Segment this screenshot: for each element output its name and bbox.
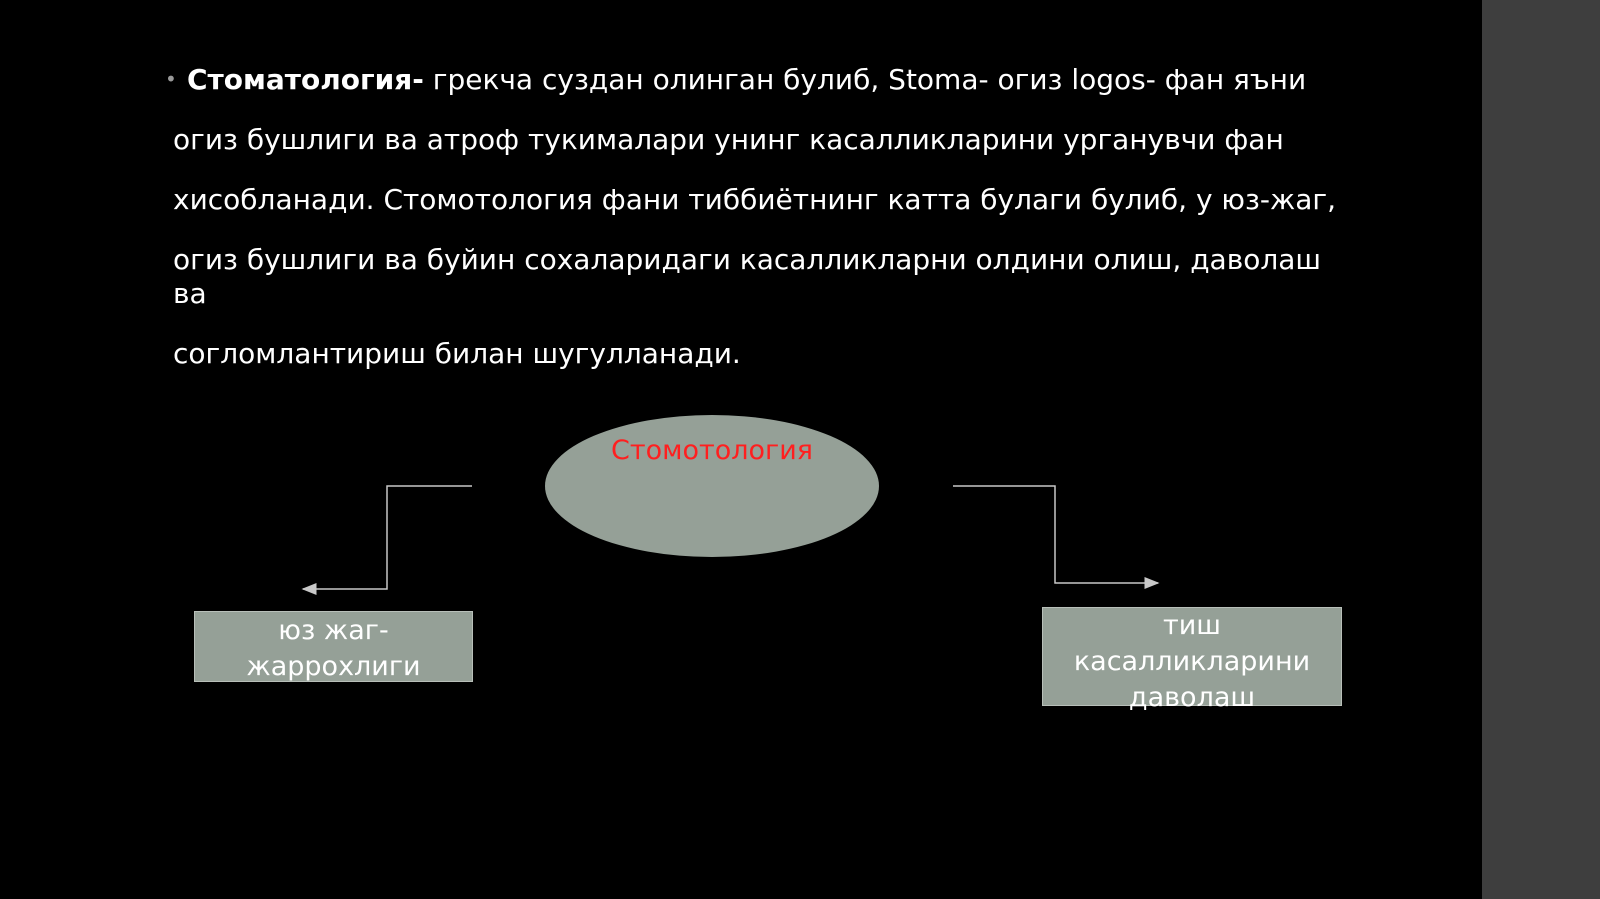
left-connector-arrow — [303, 486, 472, 589]
left-box: юз жаг-жаррохлиги — [194, 611, 473, 682]
definition-line-2: огиз бушлиги ва атроф тукималари унинг касалликларини урганувчи фан — [173, 123, 1284, 156]
definition-line-1: грекча суздан олинган булиб, Stoma- огиз logos- фан яъни — [423, 63, 1307, 96]
definition-line-5: согломлантириш билан шугулланади. — [173, 337, 741, 370]
bullet-icon: • — [165, 67, 177, 91]
right-box: тиш касалликларини даволаш — [1042, 607, 1342, 706]
center-label: Стомотология — [611, 435, 813, 466]
definition-term: Стоматология- — [187, 63, 424, 96]
definition-line-3: хисобланади. Стомотология фани тиббиётнинг катта булаги булиб, у юз-жаг, — [173, 183, 1336, 216]
definition-line-4: огиз бушлиги ва буйин сохаларидаги касалликларни олдини олиш, даволаш ва — [173, 243, 1322, 310]
right-connector-arrow — [953, 486, 1158, 583]
side-panel — [1482, 0, 1600, 899]
